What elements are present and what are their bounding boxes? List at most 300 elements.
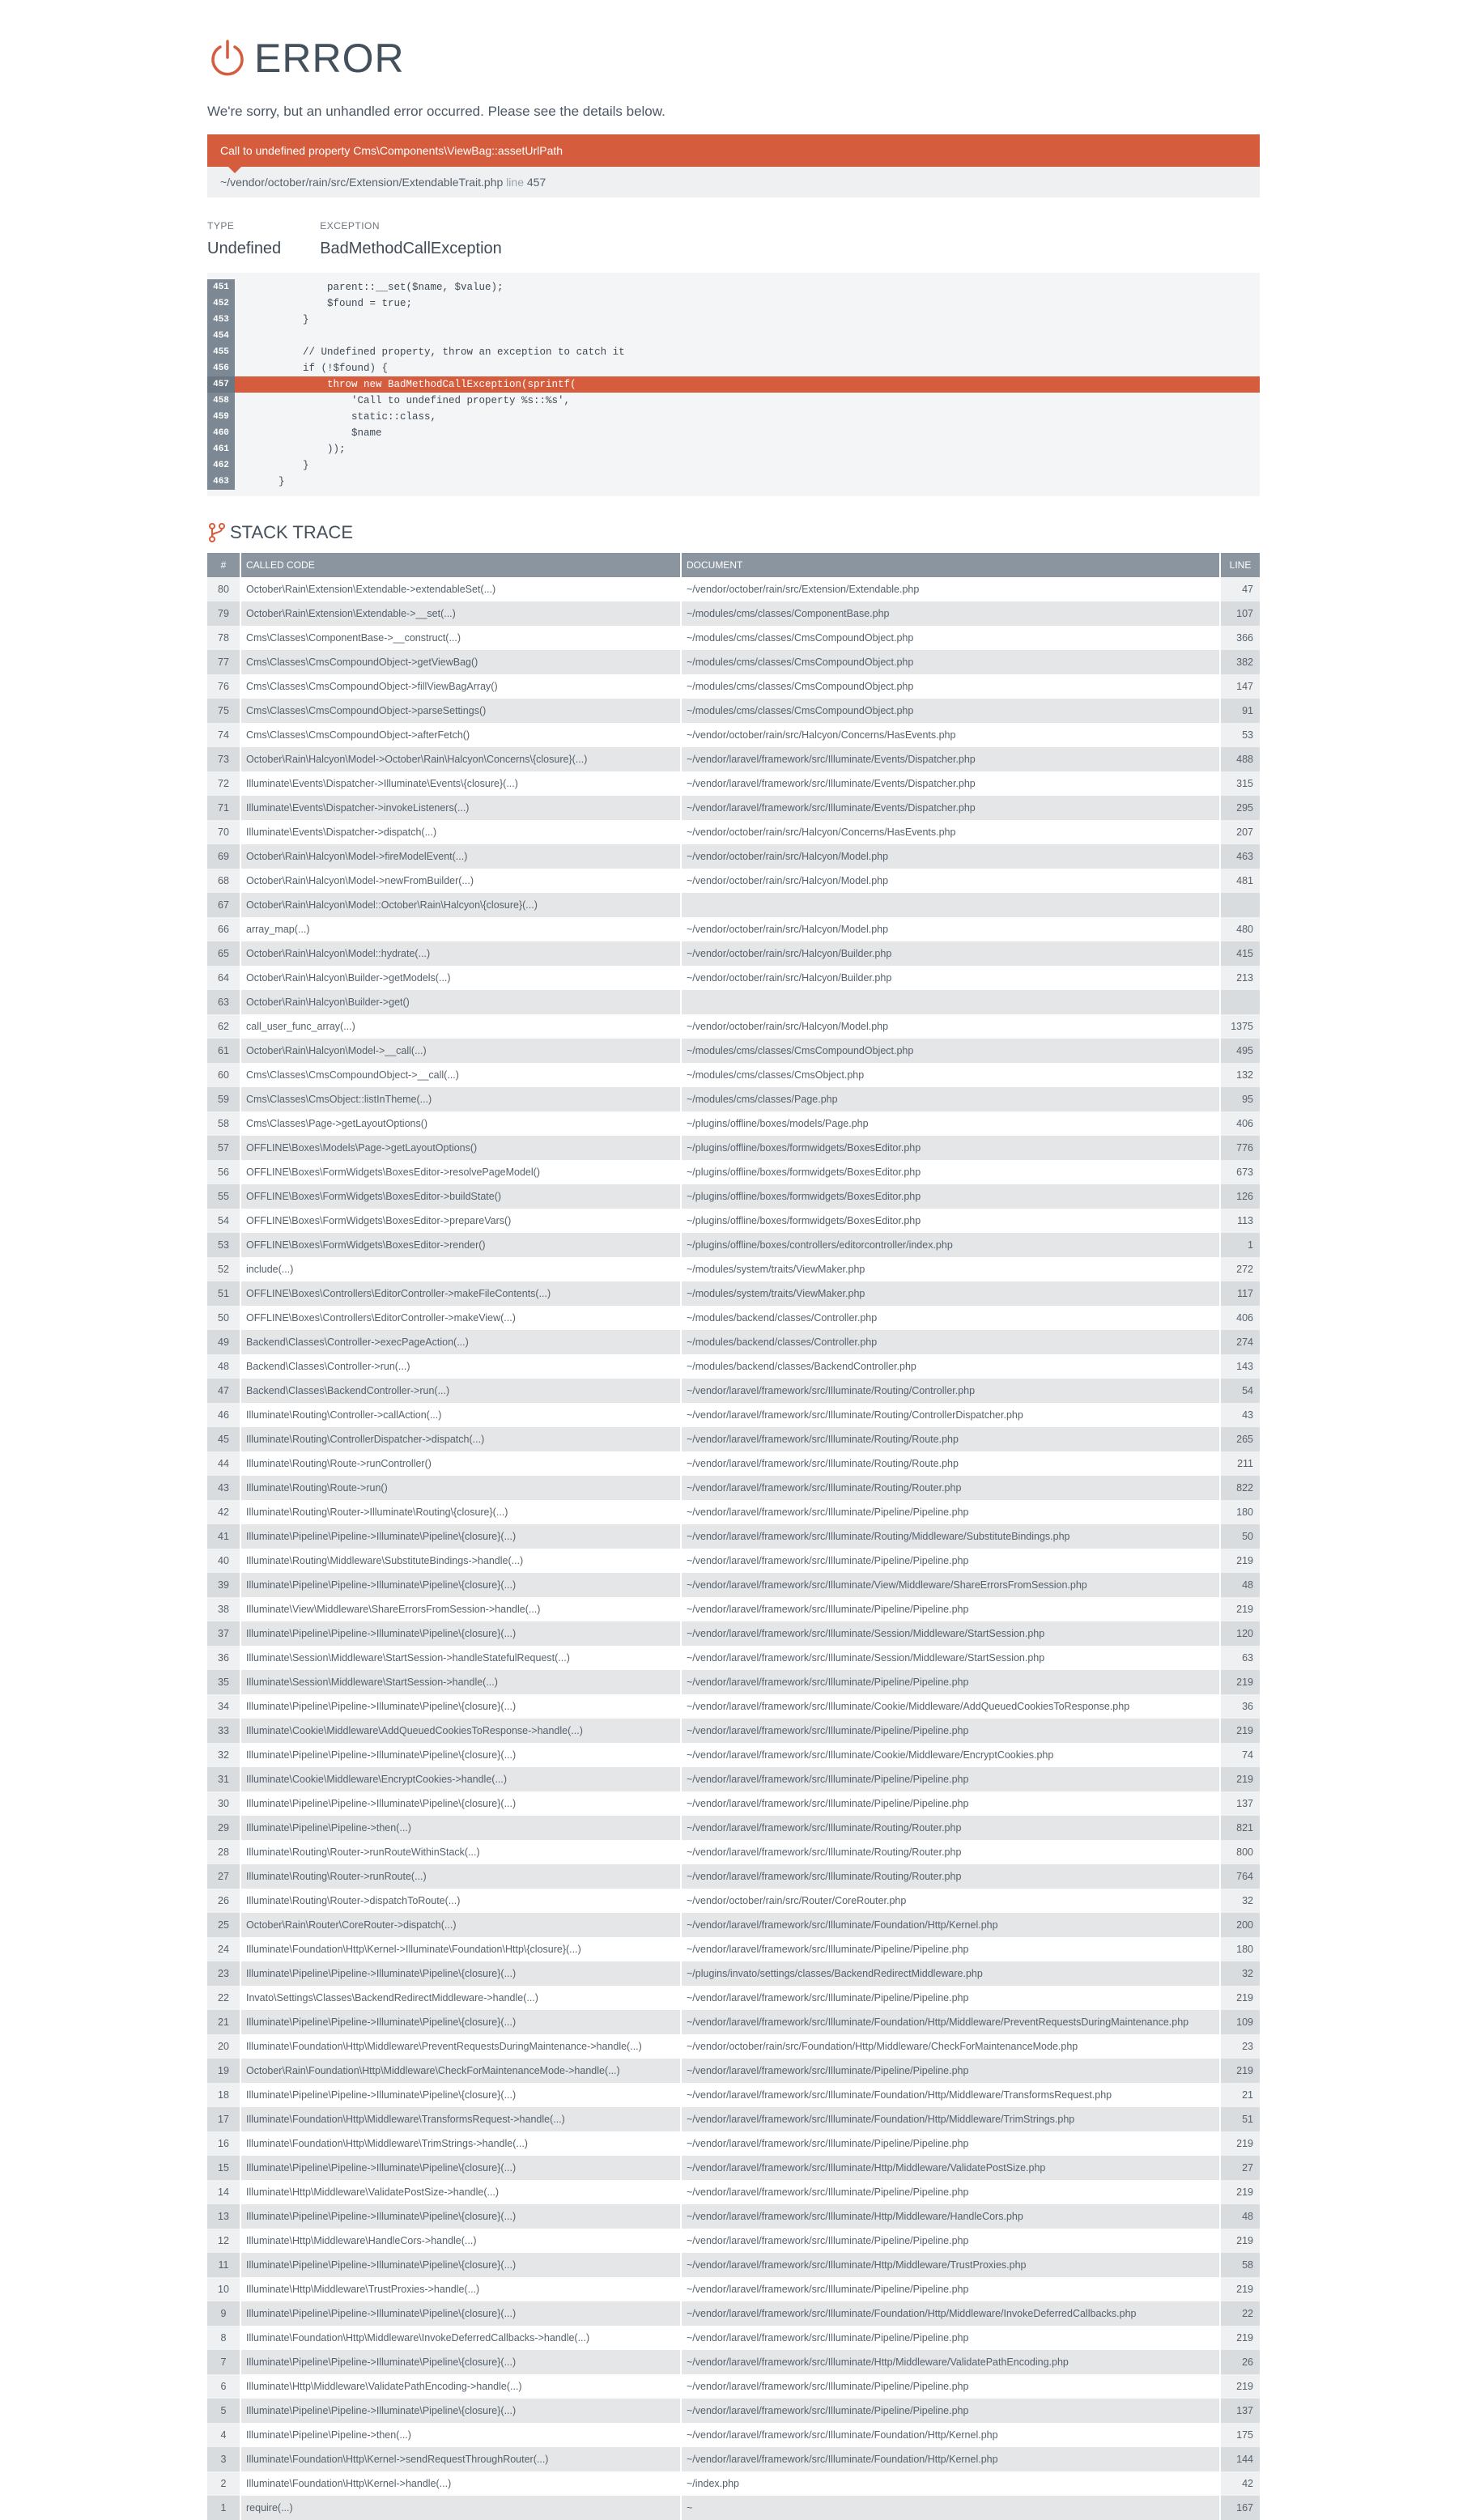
trace-called-code: Illuminate\Foundation\Http\Middleware\TransformsRequest->handle(...): [240, 2107, 681, 2131]
trace-document: ~/vendor/laravel/framework/src/Illuminate/Routing/Router.php: [681, 1816, 1220, 1840]
trace-called-code: Illuminate\Routing\Route->runController(): [240, 1451, 681, 1476]
trace-line: 272: [1220, 1257, 1260, 1281]
trace-called-code: Illuminate\Routing\Router->Illuminate\Routing\{closure}(...): [240, 1500, 681, 1524]
table-row: [207, 2253, 1260, 2277]
table-row: [207, 1889, 1260, 1913]
trace-number: 27: [207, 1864, 240, 1889]
trace-called-code: Illuminate\Session\Middleware\StartSession->handleStatefulRequest(...): [240, 1646, 681, 1670]
trace-called-code: October\Rain\Halcyon\Model->fireModelEvent(...): [240, 844, 681, 869]
trace-document: ~/modules/backend/classes/Controller.php: [681, 1306, 1220, 1330]
trace-number: 68: [207, 869, 240, 893]
code-line-text: static::class,: [254, 411, 437, 423]
trace-called-code: Illuminate\Pipeline\Pipeline->then(...): [240, 2423, 681, 2447]
table-row: [207, 1864, 1260, 1889]
trace-line: 274: [1220, 1330, 1260, 1354]
trace-document: ~/vendor/october/rain/src/Foundation/Http/Middleware/CheckForMaintenanceMode.php: [681, 2034, 1220, 2059]
trace-document: ~/modules/cms/classes/CmsCompoundObject.php: [681, 626, 1220, 650]
trace-document: ~/vendor/laravel/framework/src/Illuminate/Pipeline/Pipeline.php: [681, 1791, 1220, 1816]
code-line-text: // Undefined property, throw an exception to catch it: [254, 346, 625, 358]
table-row: [207, 723, 1260, 747]
trace-called-code: OFFLINE\Boxes\FormWidgets\BoxesEditor->resolvePageModel(): [240, 1160, 681, 1184]
trace-line: 673: [1220, 1160, 1260, 1184]
stack-trace-body: [207, 577, 1260, 2520]
trace-called-code: Illuminate\Routing\Middleware\SubstituteBindings->handle(...): [240, 1549, 681, 1573]
code-line-highlighted: [207, 376, 1260, 393]
trace-line: [1220, 893, 1260, 917]
code-line: [207, 457, 1260, 474]
branch-icon: [207, 522, 227, 543]
trace-number: 22: [207, 1986, 240, 2010]
trace-called-code: Illuminate\Events\Dispatcher->Illuminate\Events\{closure}(...): [240, 771, 681, 796]
table-row: [207, 1646, 1260, 1670]
table-row: [207, 1549, 1260, 1573]
trace-called-code: Illuminate\Pipeline\Pipeline->Illuminate\Pipeline\{closure}(...): [240, 2399, 681, 2423]
code-line-text: }: [254, 314, 309, 325]
trace-called-code: Illuminate\Pipeline\Pipeline->Illuminate\Pipeline\{closure}(...): [240, 2010, 681, 2034]
trace-line: 74: [1220, 1743, 1260, 1767]
trace-called-code: Illuminate\Events\Dispatcher->invokeListeners(...): [240, 796, 681, 820]
trace-number: 66: [207, 917, 240, 941]
trace-line: 26: [1220, 2350, 1260, 2374]
trace-line: 117: [1220, 1281, 1260, 1306]
code-line-text: [235, 328, 1260, 344]
trace-document: ~/vendor/october/rain/src/Halcyon/Concerns/HasEvents.php: [681, 820, 1220, 844]
trace-document: ~/modules/cms/classes/CmsCompoundObject.php: [681, 674, 1220, 699]
error-meta: [207, 220, 1260, 258]
trace-document: ~/vendor/october/rain/src/Halcyon/Concerns/HasEvents.php: [681, 723, 1220, 747]
trace-number: 48: [207, 1354, 240, 1379]
error-message-bar: [207, 134, 1260, 167]
trace-called-code: October\Rain\Extension\Extendable->extendableSet(...): [240, 577, 681, 601]
trace-line: 481: [1220, 869, 1260, 893]
table-row: [207, 2034, 1260, 2059]
table-row: [207, 1087, 1260, 1111]
trace-called-code: Cms\Classes\Page->getLayoutOptions(): [240, 1111, 681, 1136]
trace-document: ~/plugins/offline/boxes/formwidgets/BoxesEditor.php: [681, 1136, 1220, 1160]
trace-line: 219: [1220, 2326, 1260, 2350]
trace-line: 200: [1220, 1913, 1260, 1937]
trace-document: ~/vendor/laravel/framework/src/Illuminate/Session/Middleware/StartSession.php: [681, 1646, 1220, 1670]
code-snippet: [207, 273, 1260, 496]
table-row: [207, 2447, 1260, 2471]
trace-called-code: Illuminate\Pipeline\Pipeline->Illuminate\Pipeline\{closure}(...): [240, 2204, 681, 2229]
table-row: [207, 1306, 1260, 1330]
trace-called-code: Illuminate\Routing\Router->runRoute(...): [240, 1864, 681, 1889]
trace-number: 5: [207, 2399, 240, 2423]
table-row: [207, 2010, 1260, 2034]
trace-called-code: Illuminate\Pipeline\Pipeline->Illuminate\Pipeline\{closure}(...): [240, 1621, 681, 1646]
trace-line: 36: [1220, 1694, 1260, 1719]
table-row: [207, 2131, 1260, 2156]
trace-line: 107: [1220, 601, 1260, 626]
trace-document: ~/modules/cms/classes/ComponentBase.php: [681, 601, 1220, 626]
trace-number: 51: [207, 1281, 240, 1306]
trace-document: ~/plugins/invato/settings/classes/BackendRedirectMiddleware.php: [681, 1961, 1220, 1986]
trace-line: 113: [1220, 1209, 1260, 1233]
trace-number: 14: [207, 2180, 240, 2204]
table-row: [207, 966, 1260, 990]
trace-called-code: Illuminate\Pipeline\Pipeline->Illuminate\Pipeline\{closure}(...): [240, 1961, 681, 1986]
trace-document: ~/vendor/laravel/framework/src/Illuminate/Routing/Router.php: [681, 1476, 1220, 1500]
trace-document: ~/vendor/laravel/framework/src/Illuminate/Foundation/Http/Middleware/TransformsRequest.php: [681, 2083, 1220, 2107]
trace-document: ~/vendor/laravel/framework/src/Illuminate/Pipeline/Pipeline.php: [681, 1549, 1220, 1573]
trace-called-code: October\Rain\Extension\Extendable->__set(...): [240, 601, 681, 626]
trace-number: 62: [207, 1014, 240, 1039]
table-row: [207, 1621, 1260, 1646]
trace-line: 54: [1220, 1379, 1260, 1403]
table-row: [207, 1184, 1260, 1209]
trace-called-code: Illuminate\Pipeline\Pipeline->Illuminate\Pipeline\{closure}(...): [240, 2083, 681, 2107]
stack-trace-table: [207, 553, 1260, 2520]
table-row: [207, 2083, 1260, 2107]
trace-number: 45: [207, 1427, 240, 1451]
trace-called-code: OFFLINE\Boxes\FormWidgets\BoxesEditor->render(): [240, 1233, 681, 1257]
table-row: [207, 941, 1260, 966]
trace-line: 126: [1220, 1184, 1260, 1209]
trace-called-code: Illuminate\Events\Dispatcher->dispatch(...): [240, 820, 681, 844]
trace-called-code: OFFLINE\Boxes\FormWidgets\BoxesEditor->buildState(): [240, 1184, 681, 1209]
trace-document: ~/vendor/laravel/framework/src/Illuminate/Events/Dispatcher.php: [681, 747, 1220, 771]
code-line: [207, 393, 1260, 409]
trace-document: ~/modules/backend/classes/BackendController.php: [681, 1354, 1220, 1379]
trace-line: 219: [1220, 2229, 1260, 2253]
trace-line: 219: [1220, 2131, 1260, 2156]
trace-document: ~/vendor/laravel/framework/src/Illuminate/Foundation/Http/Kernel.php: [681, 1913, 1220, 1937]
code-line-number: 455: [207, 344, 235, 360]
table-row: [207, 990, 1260, 1014]
trace-document: ~/vendor/laravel/framework/src/Illuminate/Events/Dispatcher.php: [681, 771, 1220, 796]
table-row: [207, 2471, 1260, 2496]
exception-value: BadMethodCallException: [320, 240, 502, 257]
code-line-number: 456: [207, 360, 235, 376]
trace-number: 24: [207, 1937, 240, 1961]
trace-number: 52: [207, 1257, 240, 1281]
table-row: [207, 1257, 1260, 1281]
trace-called-code: Illuminate\Http\Middleware\ValidatePathEncoding->handle(...): [240, 2374, 681, 2399]
trace-number: 65: [207, 941, 240, 966]
trace-document: ~/vendor/october/rain/src/Halcyon/Model.php: [681, 917, 1220, 941]
trace-line: 95: [1220, 1087, 1260, 1111]
table-row: [207, 1160, 1260, 1184]
trace-line: 143: [1220, 1354, 1260, 1379]
trace-called-code: Cms\Classes\CmsCompoundObject->parseSettings(): [240, 699, 681, 723]
trace-line: 167: [1220, 2496, 1260, 2520]
trace-called-code: Illuminate\Pipeline\Pipeline->Illuminate\Pipeline\{closure}(...): [240, 2156, 681, 2180]
code-line-text: if (!$found) {: [254, 363, 389, 374]
trace-document: ~/vendor/laravel/framework/src/Illuminate/Pipeline/Pipeline.php: [681, 1597, 1220, 1621]
table-row: [207, 820, 1260, 844]
error-header: [207, 32, 1260, 84]
table-row: [207, 674, 1260, 699]
trace-line: 47: [1220, 577, 1260, 601]
trace-document: ~/vendor/october/rain/src/Halcyon/Builder.php: [681, 941, 1220, 966]
trace-number: 9: [207, 2301, 240, 2326]
trace-line: 137: [1220, 1791, 1260, 1816]
table-row: [207, 699, 1260, 723]
trace-number: 6: [207, 2374, 240, 2399]
error-file-location: [207, 167, 1260, 198]
code-line: [207, 360, 1260, 376]
trace-line: 495: [1220, 1039, 1260, 1063]
trace-number: 63: [207, 990, 240, 1014]
trace-called-code: Cms\Classes\CmsCompoundObject->getViewBag(): [240, 650, 681, 674]
table-row: [207, 1670, 1260, 1694]
table-row: [207, 1694, 1260, 1719]
table-row: [207, 917, 1260, 941]
trace-line: 207: [1220, 820, 1260, 844]
trace-called-code: Illuminate\Routing\ControllerDispatcher->dispatch(...): [240, 1427, 681, 1451]
line-word: line: [506, 176, 524, 189]
trace-line: 219: [1220, 1549, 1260, 1573]
trace-document: ~/plugins/offline/boxes/formwidgets/BoxesEditor.php: [681, 1209, 1220, 1233]
trace-called-code: Backend\Classes\Controller->execPageAction(...): [240, 1330, 681, 1354]
trace-called-code: October\Rain\Halcyon\Model->__call(...): [240, 1039, 681, 1063]
trace-called-code: OFFLINE\Boxes\Controllers\EditorController->makeFileContents(...): [240, 1281, 681, 1306]
trace-line: 147: [1220, 674, 1260, 699]
trace-called-code: Illuminate\Pipeline\Pipeline->then(...): [240, 1816, 681, 1840]
trace-called-code: Illuminate\Pipeline\Pipeline->Illuminate\Pipeline\{closure}(...): [240, 1743, 681, 1767]
trace-called-code: Cms\Classes\CmsCompoundObject->fillViewBagArray(): [240, 674, 681, 699]
trace-line: 42: [1220, 2471, 1260, 2496]
trace-document: ~/vendor/laravel/framework/src/Illuminate/Http/Middleware/HandleCors.php: [681, 2204, 1220, 2229]
trace-document: ~/vendor/laravel/framework/src/Illuminate/Routing/Middleware/SubstituteBindings.php: [681, 1524, 1220, 1549]
trace-number: 61: [207, 1039, 240, 1063]
trace-called-code: Illuminate\Session\Middleware\StartSession->handle(...): [240, 1670, 681, 1694]
trace-line: 23: [1220, 2034, 1260, 2059]
trace-document: ~/vendor/laravel/framework/src/Illuminate/Pipeline/Pipeline.php: [681, 1767, 1220, 1791]
table-row: [207, 1330, 1260, 1354]
trace-document: ~/vendor/laravel/framework/src/Illuminate/Http/Middleware/TrustProxies.php: [681, 2253, 1220, 2277]
trace-called-code: Illuminate\Pipeline\Pipeline->Illuminate\Pipeline\{closure}(...): [240, 2253, 681, 2277]
code-line: [207, 295, 1260, 312]
trace-line: 132: [1220, 1063, 1260, 1087]
code-line-text: }: [254, 460, 309, 471]
trace-called-code: Illuminate\Pipeline\Pipeline->Illuminate\Pipeline\{closure}(...): [240, 1791, 681, 1816]
trace-number: 60: [207, 1063, 240, 1087]
trace-document: ~/vendor/laravel/framework/src/Illuminate/Pipeline/Pipeline.php: [681, 2374, 1220, 2399]
trace-number: 1: [207, 2496, 240, 2520]
trace-line: 213: [1220, 966, 1260, 990]
trace-line: 219: [1220, 2059, 1260, 2083]
trace-called-code: Illuminate\Foundation\Http\Kernel->handle(...): [240, 2471, 681, 2496]
trace-number: 67: [207, 893, 240, 917]
code-line-number: 460: [207, 425, 235, 441]
trace-number: 49: [207, 1330, 240, 1354]
trace-called-code: Illuminate\Foundation\Http\Middleware\InvokeDeferredCallbacks->handle(...): [240, 2326, 681, 2350]
table-row: [207, 1233, 1260, 1257]
table-row: [207, 893, 1260, 917]
trace-line: 50: [1220, 1524, 1260, 1549]
trace-called-code: Illuminate\Pipeline\Pipeline->Illuminate\Pipeline\{closure}(...): [240, 1694, 681, 1719]
code-line-number: 463: [207, 474, 235, 490]
trace-number: 18: [207, 2083, 240, 2107]
table-row: [207, 577, 1260, 601]
trace-line: 219: [1220, 2374, 1260, 2399]
code-line-number: 453: [207, 312, 235, 328]
trace-number: 31: [207, 1767, 240, 1791]
table-row: [207, 1379, 1260, 1403]
table-row: [207, 2107, 1260, 2131]
trace-line: 406: [1220, 1111, 1260, 1136]
trace-number: 42: [207, 1500, 240, 1524]
trace-line: 53: [1220, 723, 1260, 747]
type-value: Undefined: [207, 240, 282, 257]
trace-document: ~/vendor/laravel/framework/src/Illuminate/Http/Middleware/ValidatePostSize.php: [681, 2156, 1220, 2180]
trace-line: 480: [1220, 917, 1260, 941]
trace-called-code: Backend\Classes\BackendController->run(...): [240, 1379, 681, 1403]
trace-number: 11: [207, 2253, 240, 2277]
trace-line: 822: [1220, 1476, 1260, 1500]
trace-line: 764: [1220, 1864, 1260, 1889]
trace-called-code: OFFLINE\Boxes\Controllers\EditorController->makeView(...): [240, 1306, 681, 1330]
table-row: [207, 2496, 1260, 2520]
trace-document: ~/modules/cms/classes/Page.php: [681, 1087, 1220, 1111]
table-row: [207, 1937, 1260, 1961]
type-label: TYPE: [207, 220, 235, 232]
table-row: [207, 1913, 1260, 1937]
code-line-text: ));: [254, 444, 346, 455]
trace-document: ~/vendor/laravel/framework/src/Illuminate/Foundation/Http/Middleware/TrimStrings.php: [681, 2107, 1220, 2131]
trace-called-code: require(...): [240, 2496, 681, 2520]
trace-number: 29: [207, 1816, 240, 1840]
trace-document: ~/vendor/laravel/framework/src/Illuminate/Pipeline/Pipeline.php: [681, 2277, 1220, 2301]
trace-number: 23: [207, 1961, 240, 1986]
table-row: [207, 1014, 1260, 1039]
exception-label: EXCEPTION: [320, 220, 381, 232]
table-row: [207, 1816, 1260, 1840]
trace-called-code: Illuminate\Pipeline\Pipeline->Illuminate\Pipeline\{closure}(...): [240, 1524, 681, 1549]
trace-number: 44: [207, 1451, 240, 1476]
trace-document: ~/modules/cms/classes/CmsCompoundObject.php: [681, 1039, 1220, 1063]
trace-number: 64: [207, 966, 240, 990]
trace-number: 43: [207, 1476, 240, 1500]
trace-number: 21: [207, 2010, 240, 2034]
trace-called-code: Invato\Settings\Classes\BackendRedirectMiddleware->handle(...): [240, 1986, 681, 2010]
table-row: [207, 1573, 1260, 1597]
trace-document: ~/plugins/offline/boxes/models/Page.php: [681, 1111, 1220, 1136]
trace-line: 63: [1220, 1646, 1260, 1670]
error-page: [207, 32, 1260, 2520]
message-pointer: [228, 167, 241, 173]
trace-called-code: Illuminate\Foundation\Http\Kernel->Illuminate\Foundation\Http\{closure}(...): [240, 1937, 681, 1961]
trace-number: 7: [207, 2350, 240, 2374]
trace-number: 76: [207, 674, 240, 699]
trace-called-code: Illuminate\Cookie\Middleware\EncryptCookies->handle(...): [240, 1767, 681, 1791]
trace-line: 463: [1220, 844, 1260, 869]
power-icon: [207, 38, 248, 79]
trace-called-code: Illuminate\Http\Middleware\HandleCors->handle(...): [240, 2229, 681, 2253]
trace-line: 219: [1220, 1670, 1260, 1694]
table-row: [207, 1767, 1260, 1791]
trace-called-code: OFFLINE\Boxes\Models\Page->getLayoutOptions(): [240, 1136, 681, 1160]
trace-document: ~: [681, 2496, 1220, 2520]
trace-called-code: Illuminate\Http\Middleware\ValidatePostSize->handle(...): [240, 2180, 681, 2204]
trace-line: 211: [1220, 1451, 1260, 1476]
table-row: [207, 869, 1260, 893]
code-line: [207, 474, 1260, 490]
trace-line: 219: [1220, 1597, 1260, 1621]
trace-line: 43: [1220, 1403, 1260, 1427]
trace-number: 25: [207, 1913, 240, 1937]
trace-called-code: Cms\Classes\CmsObject::listInTheme(...): [240, 1087, 681, 1111]
table-row: [207, 1476, 1260, 1500]
trace-number: 50: [207, 1306, 240, 1330]
trace-line: 1: [1220, 1233, 1260, 1257]
trace-document: ~/plugins/offline/boxes/controllers/editorcontroller/index.php: [681, 1233, 1220, 1257]
code-line-text: 'Call to undefined property %s::%s',: [254, 395, 571, 406]
trace-number: 53: [207, 1233, 240, 1257]
trace-called-code: Illuminate\Foundation\Http\Middleware\PreventRequestsDuringMaintenance->handle(...): [240, 2034, 681, 2059]
code-line-text: }: [254, 476, 285, 487]
trace-document: ~/vendor/laravel/framework/src/Illuminate/Session/Middleware/StartSession.php: [681, 1621, 1220, 1646]
trace-document: ~/vendor/laravel/framework/src/Illuminate/Cookie/Middleware/AddQueuedCookiesToResponse.php: [681, 1694, 1220, 1719]
table-row: [207, 2180, 1260, 2204]
table-row: [207, 1961, 1260, 1986]
trace-document: ~/vendor/laravel/framework/src/Illuminate/Routing/Route.php: [681, 1427, 1220, 1451]
table-row: [207, 1354, 1260, 1379]
trace-line: 58: [1220, 2253, 1260, 2277]
trace-number: 80: [207, 577, 240, 601]
code-line-number: 461: [207, 441, 235, 457]
trace-document: ~/vendor/laravel/framework/src/Illuminate/Foundation/Http/Middleware/PreventRequestsDuringMaintenance.php: [681, 2010, 1220, 2034]
trace-called-code: Illuminate\Pipeline\Pipeline->Illuminate\Pipeline\{closure}(...): [240, 2350, 681, 2374]
trace-line: 415: [1220, 941, 1260, 966]
trace-document: ~/vendor/october/rain/src/Halcyon/Model.php: [681, 869, 1220, 893]
trace-called-code: October\Rain\Halcyon\Model->newFromBuilder(...): [240, 869, 681, 893]
trace-document: ~/vendor/laravel/framework/src/Illuminate/Routing/ControllerDispatcher.php: [681, 1403, 1220, 1427]
trace-line: 180: [1220, 1500, 1260, 1524]
trace-line: 120: [1220, 1621, 1260, 1646]
code-line-number: 462: [207, 457, 235, 474]
trace-document: ~/vendor/laravel/framework/src/Illuminate/Pipeline/Pipeline.php: [681, 1719, 1220, 1743]
trace-called-code: Illuminate\Cookie\Middleware\AddQueuedCookiesToResponse->handle(...): [240, 1719, 681, 1743]
code-line: [207, 344, 1260, 360]
trace-number: 70: [207, 820, 240, 844]
table-row: [207, 771, 1260, 796]
trace-number: 40: [207, 1549, 240, 1573]
code-line-number: 458: [207, 393, 235, 409]
table-row: [207, 2277, 1260, 2301]
table-row: [207, 2423, 1260, 2447]
trace-number: 16: [207, 2131, 240, 2156]
col-document: DOCUMENT: [681, 553, 1220, 577]
trace-line: 265: [1220, 1427, 1260, 1451]
trace-document: ~/vendor/laravel/framework/src/Illuminate/Foundation/Http/Middleware/InvokeDeferredCallbacks.php: [681, 2301, 1220, 2326]
code-line-number: 457: [207, 376, 235, 393]
table-row: [207, 2156, 1260, 2180]
trace-document: ~/vendor/laravel/framework/src/Illuminate/Pipeline/Pipeline.php: [681, 1937, 1220, 1961]
stack-trace-header-row: [207, 553, 1260, 577]
table-row: [207, 1743, 1260, 1767]
trace-document: ~/modules/system/traits/ViewMaker.php: [681, 1281, 1220, 1306]
trace-called-code: October\Rain\Halcyon\Model->October\Rain\Halcyon\Concerns\{closure}(...): [240, 747, 681, 771]
table-row: [207, 2204, 1260, 2229]
trace-number: 39: [207, 1573, 240, 1597]
trace-number: 35: [207, 1670, 240, 1694]
table-row: [207, 2326, 1260, 2350]
code-line-text: parent::__set($name, $value);: [254, 282, 504, 293]
page-title: ERROR: [254, 36, 405, 81]
stack-trace-title: STACK TRACE: [230, 522, 353, 542]
trace-document: ~/vendor/laravel/framework/src/Illuminate/Routing/Controller.php: [681, 1379, 1220, 1403]
table-row: [207, 2350, 1260, 2374]
trace-number: 69: [207, 844, 240, 869]
trace-document: ~/vendor/laravel/framework/src/Illuminate/View/Middleware/ShareErrorsFromSession.php: [681, 1573, 1220, 1597]
col-line: LINE: [1220, 553, 1260, 577]
table-row: [207, 1719, 1260, 1743]
col-called-code: CALLED CODE: [240, 553, 681, 577]
trace-called-code: Illuminate\Routing\Router->runRouteWithinStack(...): [240, 1840, 681, 1864]
